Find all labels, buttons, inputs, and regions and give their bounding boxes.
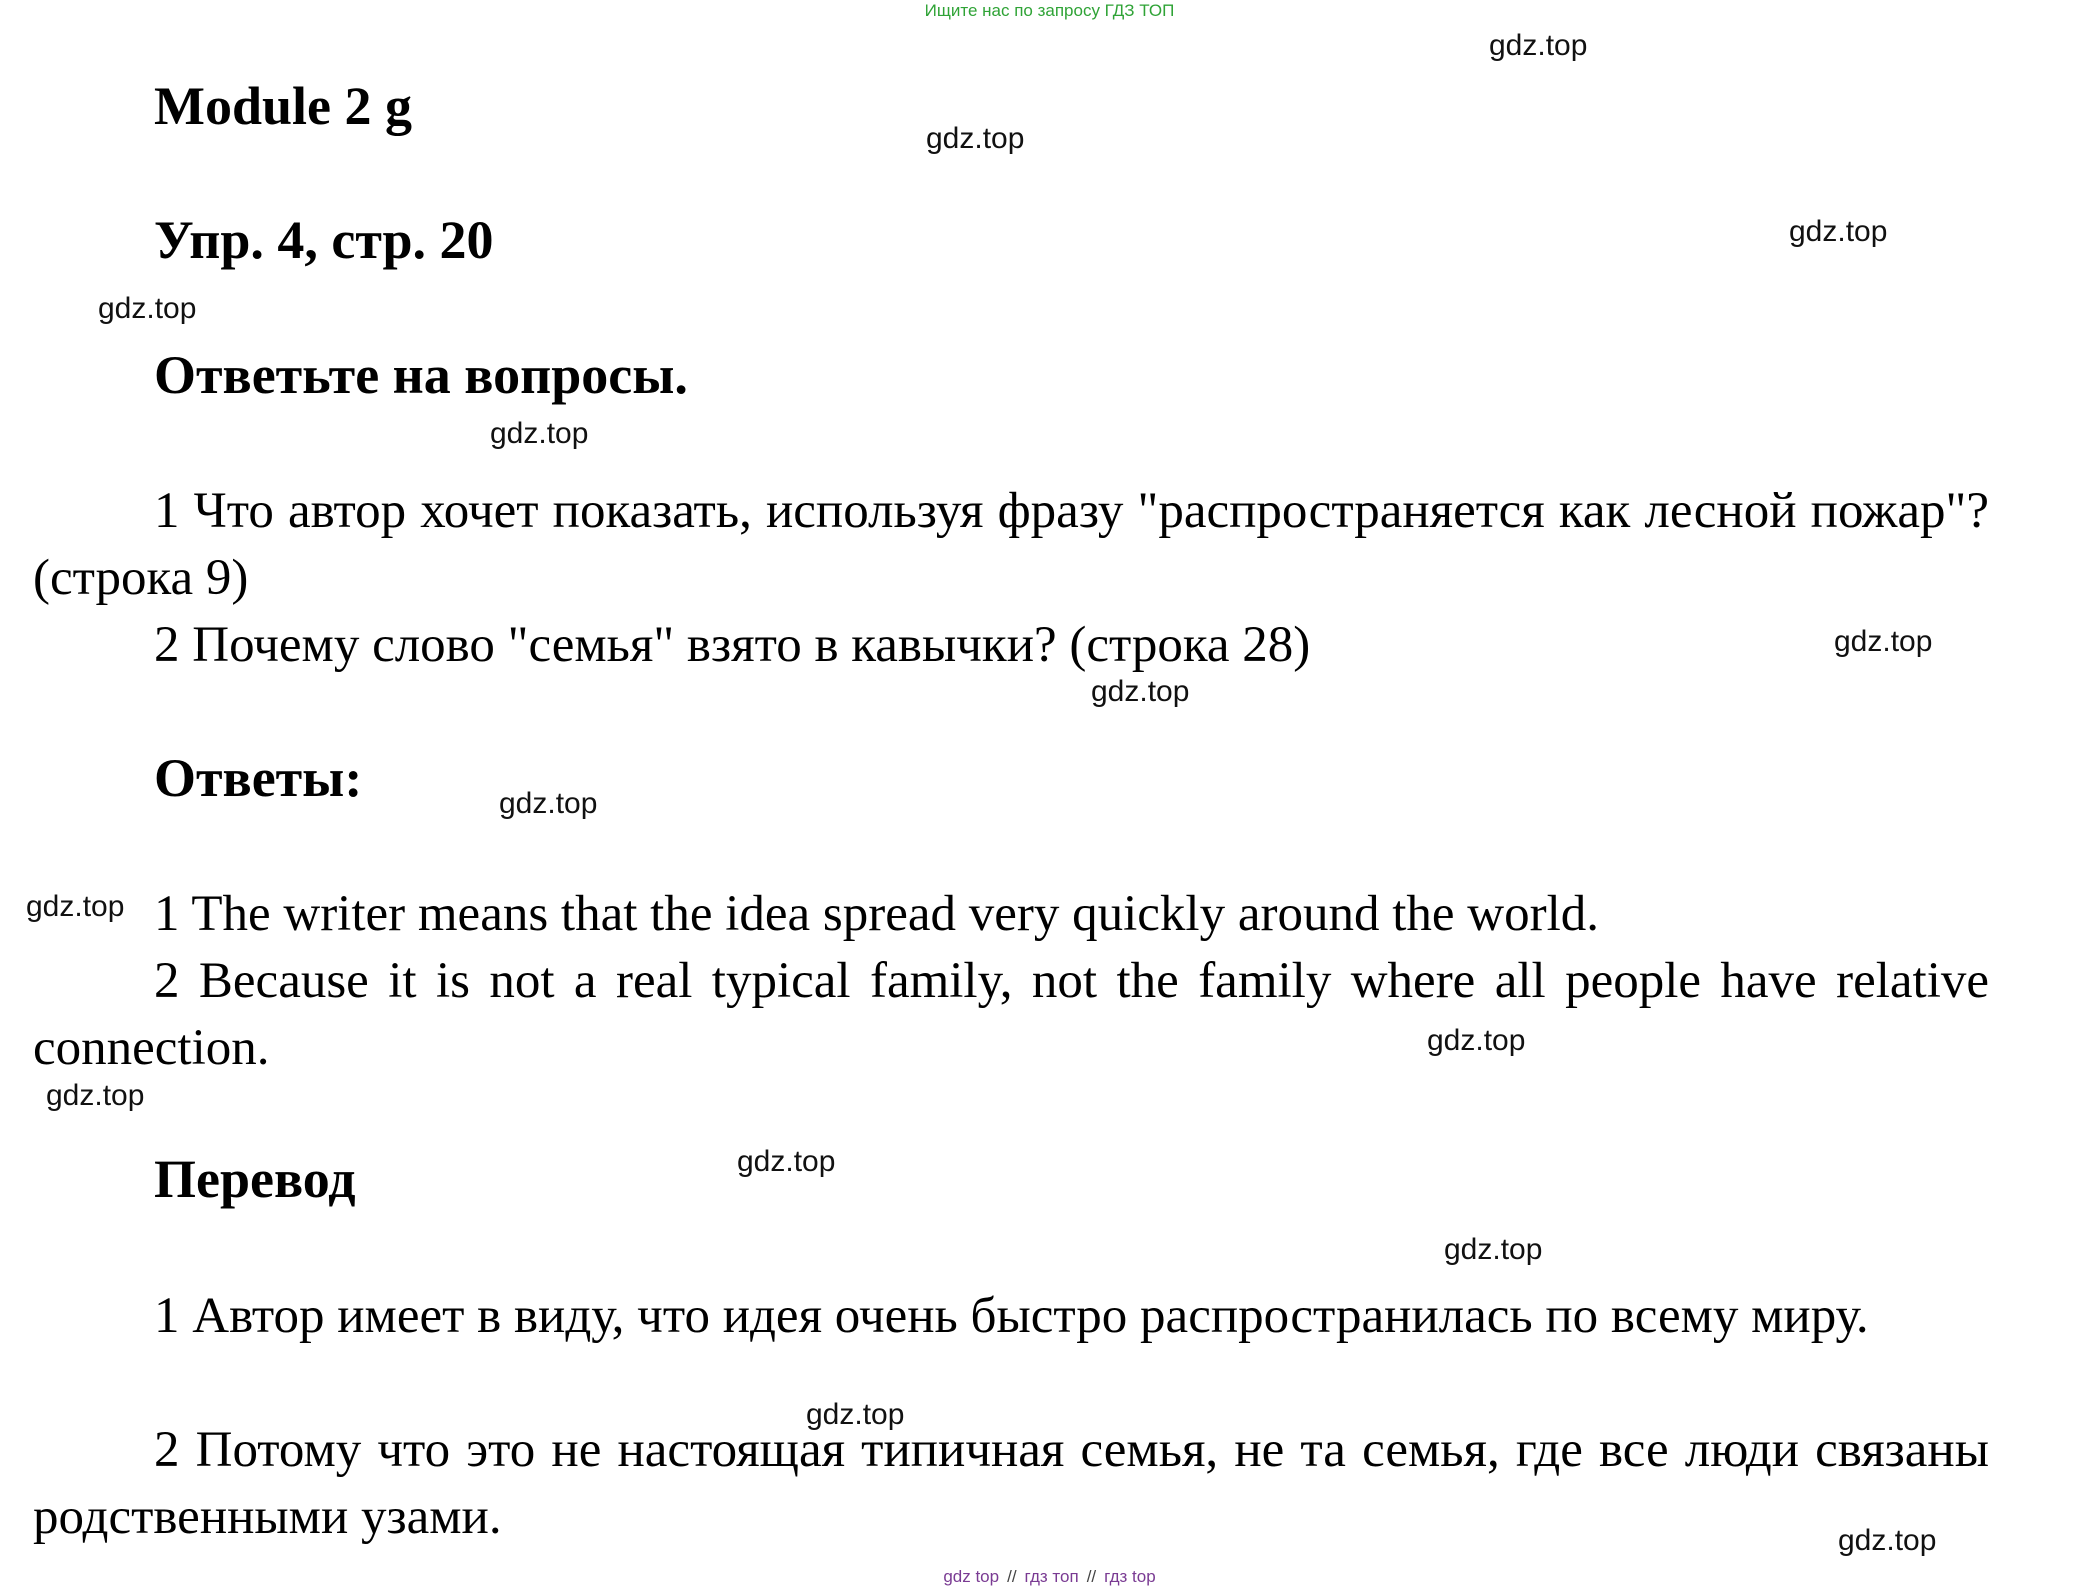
module-title: Module 2 g [154,76,413,136]
answer-1: 1 The writer means that the idea spread very quickly around the world. [154,886,1600,942]
top-notice[interactable]: Ищите нас по запросу ГДЗ ТОП [924,1,1175,20]
translation-1: 1 Автор имеет в виду, что идея очень быстро распространилась по всему миру. [154,1288,1869,1344]
translation-heading: Перевод [154,1149,356,1209]
watermark: gdz.top [806,1398,905,1431]
watermark: gdz.top [1834,625,1933,658]
watermark: gdz.top [926,122,1025,155]
watermark: gdz.top [98,292,197,325]
question-2: 2 Почему слово "семья" взято в кавычки? (строка 28) [154,617,1311,673]
link-separator: // [1007,1567,1017,1586]
translation-2: 2 Потому что это не настоящая типичная семья, не та семья, где все люди связаны родственными узами. [33,1422,1989,1545]
watermark: gdz.top [737,1145,836,1178]
watermark: gdz.top [1427,1024,1526,1057]
watermark: gdz.top [26,890,125,923]
link-gdz-top-ru[interactable]: гдз топ [1024,1567,1079,1586]
watermark: gdz.top [46,1079,145,1112]
answer-2: 2 Because it is not a real typical family, not the family where all people have relative connection. [33,953,1989,1076]
watermark: gdz.top [1091,675,1190,708]
link-gdz-top[interactable]: gdz top [943,1567,1000,1586]
watermark: gdz.top [499,787,598,820]
exercise-reference: Упр. 4, стр. 20 [154,210,494,270]
bottom-links [0,1567,2099,1587]
question-1: 1 Что автор хочет показать, используя фразу "распространяется как лесной пожар"? (строка 9) [33,483,1989,606]
link-gdz-top-mixed[interactable]: гдз top [1104,1567,1156,1586]
watermark: gdz.top [1489,29,1588,62]
watermark: gdz.top [1838,1524,1937,1557]
watermark: gdz.top [490,417,589,450]
watermark: gdz.top [1789,215,1888,248]
answers-heading: Ответы: [154,748,363,808]
task-heading: Ответьте на вопросы. [154,345,688,405]
watermark: gdz.top [1444,1233,1543,1266]
link-separator: // [1086,1567,1097,1586]
